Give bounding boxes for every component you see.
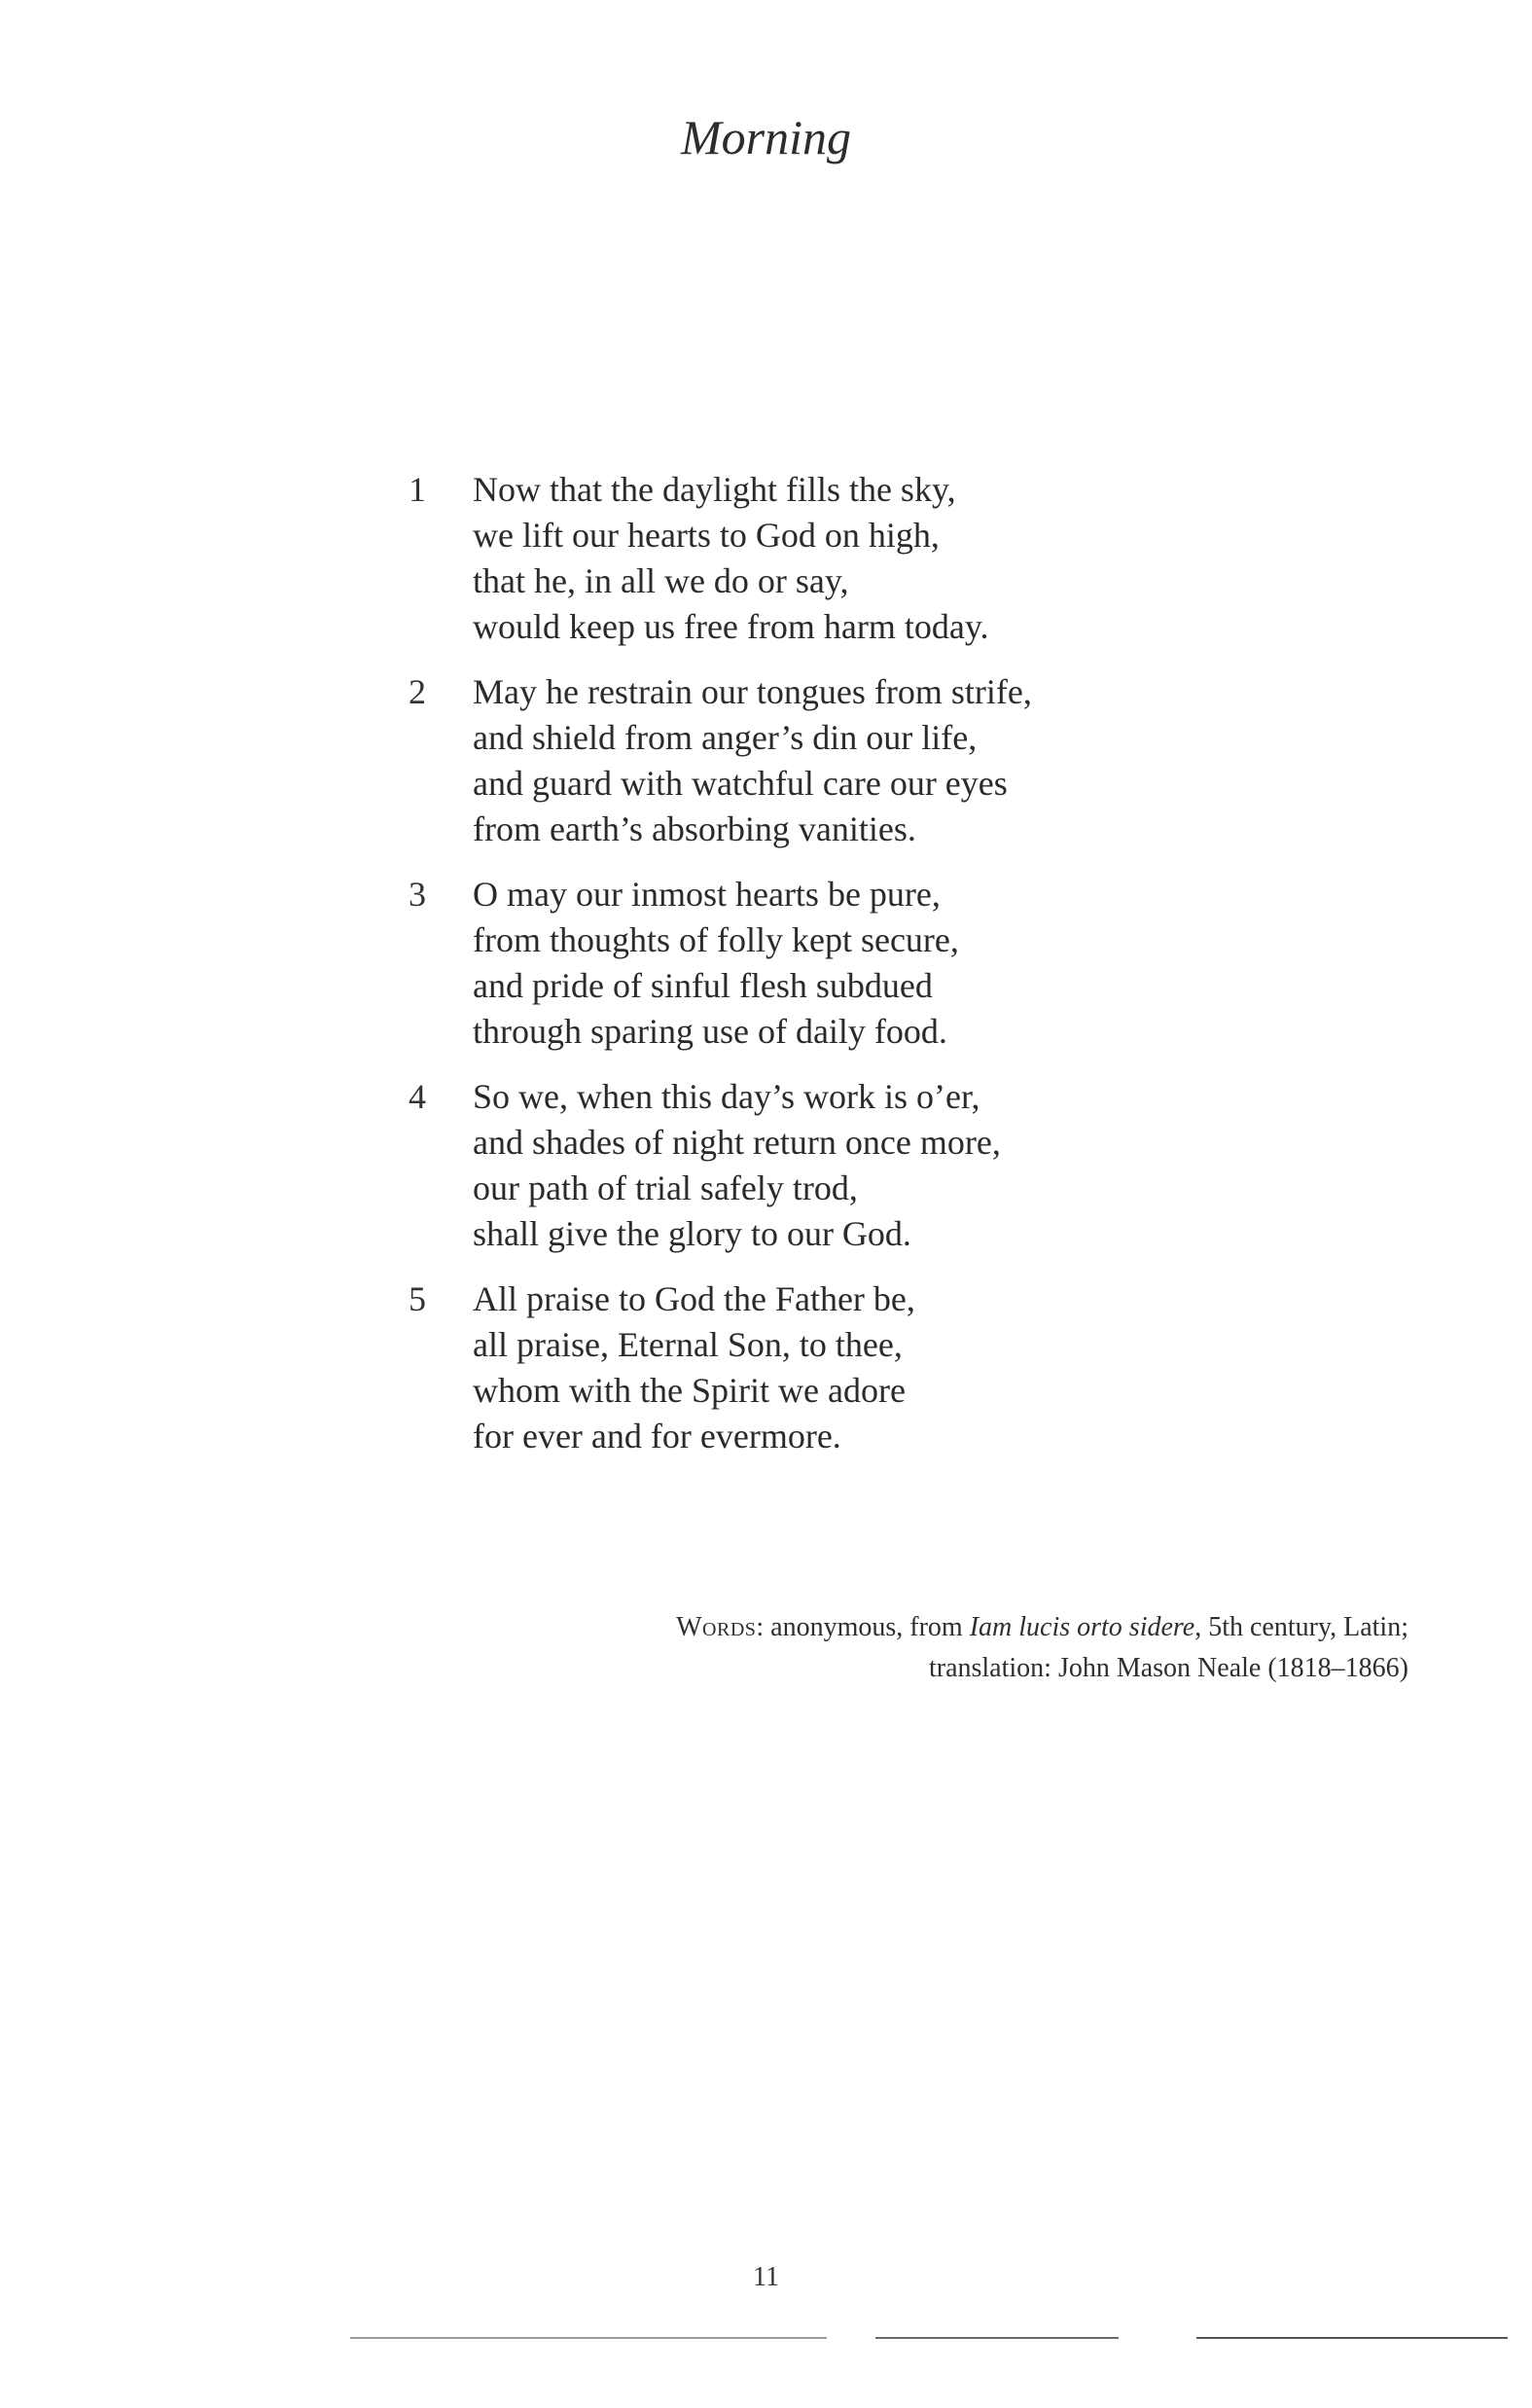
hymn-credits [676,1607,1408,1689]
verse-number: 1 [409,470,426,509]
verse-line: shall give the glory to our God. [473,1214,911,1253]
verse-number: 4 [409,1077,426,1116]
footer-rule [875,2337,1119,2339]
credits-text: anonymous, from [764,1612,970,1642]
verse-line: for ever and for evermore. [473,1417,841,1456]
page-title: Morning [681,110,851,164]
verse-number: 2 [409,672,426,711]
footer-rule [1196,2337,1508,2339]
verse-line: and guard with watchful care our eyes [473,764,1008,803]
verse-lines [473,669,1284,852]
verse-3 [409,872,1284,1055]
verse-line: we lift our hearts to God on high, [473,516,940,555]
verse-lines [473,1276,1284,1459]
verse-line: May he restrain our tongues from strife, [473,672,1032,711]
verse-4 [409,1074,1284,1257]
verse-lines [473,872,1284,1055]
verse-line: from thoughts of folly kept secure, [473,920,959,959]
verse-line: that he, in all we do or say, [473,561,849,600]
verse-line: and shades of night return once more, [473,1123,1001,1162]
verse-line: our path of trial safely trod, [473,1168,858,1207]
footer-rule [350,2337,827,2339]
verse-line: O may our inmost hearts be pure, [473,875,941,914]
verse-number: 5 [409,1279,426,1318]
verse-line: So we, when this day’s work is o’er, [473,1077,980,1116]
verse-line: all praise, Eternal Son, to thee, [473,1325,903,1364]
verse-2 [409,669,1284,852]
credits-label: Words [676,1612,757,1642]
verse-lines [473,467,1284,650]
verse-line: All praise to God the Father be, [473,1279,915,1318]
credits-line-1 [676,1607,1408,1648]
verse-line: and pride of sinful flesh subdued [473,966,933,1005]
credits-line-2: translation: John Mason Neale (1818–1866) [928,1653,1408,1683]
verse-line: Now that the daylight fills the sky, [473,470,956,509]
verse-1 [409,467,1284,650]
verse-line: through sparing use of daily food. [473,1012,947,1051]
verse-line: would keep us free from harm today. [473,607,989,646]
credits-text: , 5th century, Latin; [1194,1612,1408,1642]
hymn-verses [409,467,1284,1479]
verse-5 [409,1276,1284,1459]
verse-line: from earth’s absorbing vanities. [473,809,916,848]
credits-colon: : [756,1612,765,1642]
credits-source-title: Iam lucis orto sidere [969,1612,1195,1642]
page-number: 11 [753,2262,779,2292]
verse-lines [473,1074,1284,1257]
verse-line: whom with the Spirit we adore [473,1371,906,1410]
verse-line: and shield from anger’s din our life, [473,718,978,757]
verse-number: 3 [409,875,426,914]
